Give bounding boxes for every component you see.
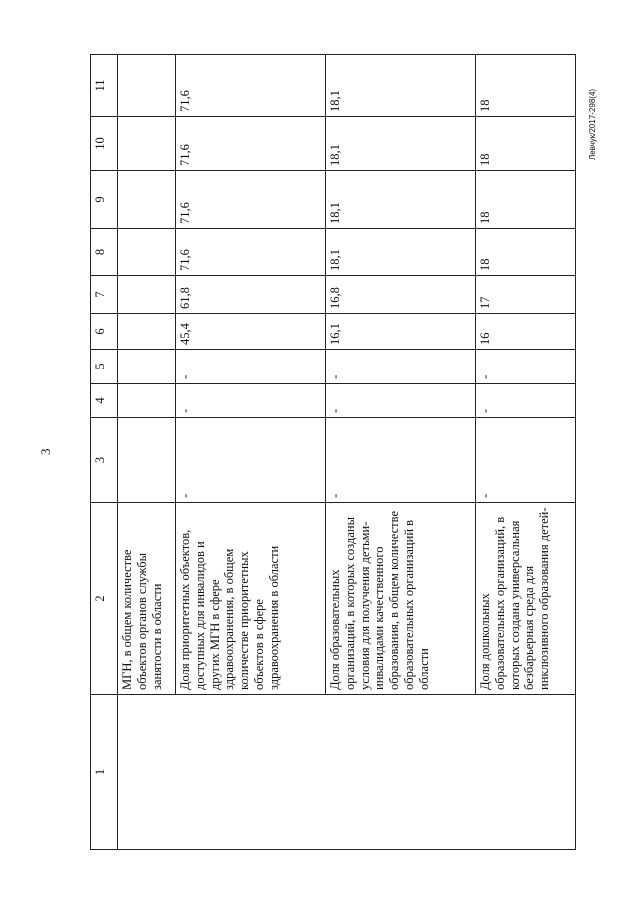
indicators-table bbox=[90, 54, 576, 850]
value-cell: 17 bbox=[476, 276, 576, 314]
value-cell: 18 bbox=[476, 171, 576, 229]
value-cell: 16 bbox=[476, 314, 576, 350]
value-cell bbox=[118, 117, 176, 171]
value-cell: - bbox=[476, 384, 576, 418]
value-cell bbox=[118, 171, 176, 229]
indicator-label: Доля дошкольных образовательных организаций, в которых создана универсальная безбарьерная среда для инклюзивного образования детей- bbox=[476, 503, 576, 695]
header-cell: 10 bbox=[91, 117, 118, 171]
indicator-label: Доля приоритетных объектов, доступных для инвалидов и других МГН в сфере здравоохранения, в общем количестве приоритетных объектов в сфере здравоохранения в области bbox=[176, 503, 326, 695]
header-cell: 6 bbox=[91, 314, 118, 350]
value-cell: 71,6 bbox=[176, 229, 326, 276]
value-cell bbox=[118, 314, 176, 350]
value-cell: - bbox=[176, 418, 326, 503]
header-cell: 7 bbox=[91, 276, 118, 314]
value-cell: 18,1 bbox=[326, 55, 476, 117]
value-cell: - bbox=[476, 418, 576, 503]
first-column-cell bbox=[118, 695, 576, 850]
value-cell bbox=[118, 418, 176, 503]
value-cell bbox=[118, 384, 176, 418]
table-row bbox=[118, 55, 176, 850]
value-cell: 18 bbox=[476, 229, 576, 276]
value-cell: 18 bbox=[476, 55, 576, 117]
header-cell: 5 bbox=[91, 350, 118, 384]
value-cell: 45,4 bbox=[176, 314, 326, 350]
header-cell: 9 bbox=[91, 171, 118, 229]
indicator-label: Доля образовательных организаций, в которых созданы условия для получения детьми-инвалидами качественного образования, в общем количестве образовательных организаций в области bbox=[326, 503, 476, 695]
header-cell: 2 bbox=[91, 503, 118, 695]
value-cell: - bbox=[476, 350, 576, 384]
value-cell: 18,1 bbox=[326, 171, 476, 229]
indicator-label: МГН, в общем количестве объектов органов службы занятости в области bbox=[118, 503, 176, 695]
value-cell bbox=[118, 276, 176, 314]
page-number: 3 bbox=[38, 448, 53, 455]
value-cell: - bbox=[326, 350, 476, 384]
value-cell bbox=[118, 229, 176, 276]
value-cell: - bbox=[326, 418, 476, 503]
header-cell: 11 bbox=[91, 55, 118, 117]
value-cell: 61,8 bbox=[176, 276, 326, 314]
header-cell: 1 bbox=[91, 695, 118, 850]
value-cell: 18,1 bbox=[326, 229, 476, 276]
value-cell: 71,6 bbox=[176, 171, 326, 229]
value-cell: 18 bbox=[476, 117, 576, 171]
table-header-row bbox=[91, 55, 118, 850]
value-cell: 16,8 bbox=[326, 276, 476, 314]
value-cell: 16,1 bbox=[326, 314, 476, 350]
header-cell: 8 bbox=[91, 229, 118, 276]
value-cell: - bbox=[176, 384, 326, 418]
value-cell bbox=[118, 350, 176, 384]
value-cell: - bbox=[176, 350, 326, 384]
value-cell: 18,1 bbox=[326, 117, 476, 171]
value-cell: 71,6 bbox=[176, 117, 326, 171]
value-cell: - bbox=[326, 384, 476, 418]
value-cell bbox=[118, 55, 176, 117]
value-cell: 71,6 bbox=[176, 55, 326, 117]
header-cell: 3 bbox=[91, 418, 118, 503]
header-cell: 4 bbox=[91, 384, 118, 418]
document-footer-code: Левчук/2017-298(4) bbox=[588, 88, 597, 160]
rotated-table-container bbox=[90, 55, 570, 850]
